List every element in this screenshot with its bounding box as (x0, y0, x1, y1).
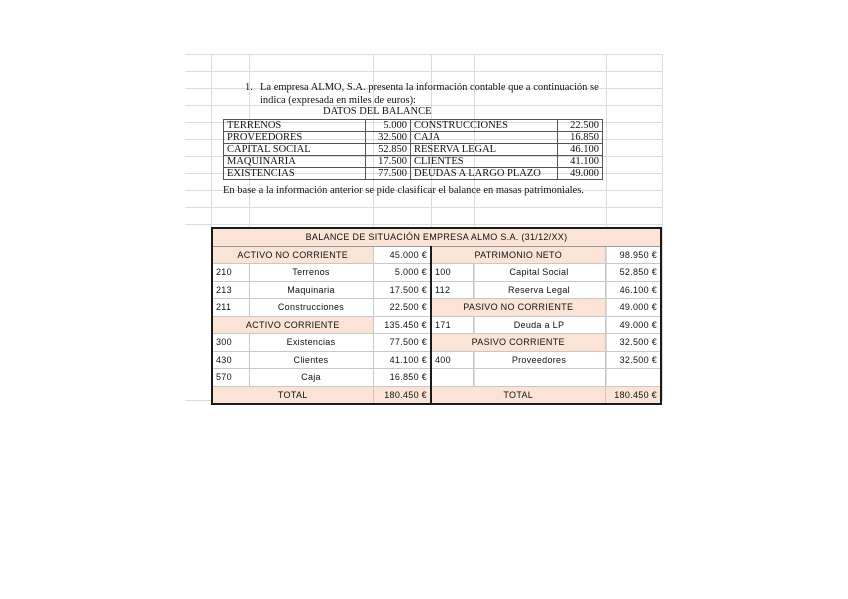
datos-label: TERRENOS (224, 120, 366, 132)
activo-corriente-total: 135.450 € (373, 316, 431, 334)
account-amount: 17.500 € (373, 281, 431, 299)
datos-value: 52.850 (366, 144, 411, 156)
total-right-label: TOTAL (431, 386, 605, 404)
datos-row (224, 156, 603, 168)
datos-row (224, 132, 603, 144)
account-name: Clientes (249, 351, 373, 369)
activo-no-corriente-total: 45.000 € (373, 246, 431, 264)
datos-value: 22.500 (558, 120, 603, 132)
account-name: Existencias (249, 334, 373, 352)
datos-value: 5.000 (366, 120, 411, 132)
datos-value: 77.500 (366, 168, 411, 180)
account-name: Proveedores (473, 351, 605, 369)
account-name: Capital Social (473, 264, 605, 282)
account-amount: 32.500 € (605, 351, 661, 369)
datos-value: 17.500 (366, 156, 411, 168)
account-amount: 49.000 € (605, 316, 661, 334)
datos-table (223, 119, 603, 180)
pasivo-corriente-label: PASIVO CORRIENTE (431, 334, 605, 352)
datos-row (224, 120, 603, 132)
account-code: 400 (431, 351, 473, 369)
grid-line (185, 54, 663, 55)
account-amount: 77.500 € (373, 334, 431, 352)
datos-label: CAPITAL SOCIAL (224, 144, 366, 156)
account-code: 112 (431, 281, 473, 299)
datos-row (224, 168, 603, 180)
account-code: 211 (212, 299, 249, 317)
pasivo-no-corriente-total: 49.000 € (605, 299, 661, 317)
account-code: 213 (212, 281, 249, 299)
datos-title: DATOS DEL BALANCE (323, 106, 432, 117)
account-name: Deuda a LP (473, 316, 605, 334)
activo-no-corriente-label: ACTIVO NO CORRIENTE (212, 246, 373, 264)
balance-table (211, 227, 662, 405)
account-code: 570 (212, 369, 249, 387)
spreadsheet-area (185, 54, 663, 401)
empty-cell (473, 369, 605, 387)
datos-value: 49.000 (558, 168, 603, 180)
datos-label: CONSTRUCCIONES (411, 120, 558, 132)
account-name: Reserva Legal (473, 281, 605, 299)
account-amount: 5.000 € (373, 264, 431, 282)
datos-value: 41.100 (558, 156, 603, 168)
datos-label: PROVEEDORES (224, 132, 366, 144)
datos-value: 46.100 (558, 144, 603, 156)
empty-cell (431, 369, 473, 387)
activo-corriente-label: ACTIVO CORRIENTE (212, 316, 373, 334)
balance-title: BALANCE DE SITUACIÓN EMPRESA ALMO S.A. (31/12/XX) (212, 228, 661, 246)
total-left-amount: 180.450 € (373, 386, 431, 404)
account-code: 300 (212, 334, 249, 352)
patrimonio-neto-label: PATRIMONIO NETO (431, 246, 605, 264)
account-amount: 41.100 € (373, 351, 431, 369)
empty-cell (605, 369, 661, 387)
account-code: 430 (212, 351, 249, 369)
patrimonio-neto-total: 98.950 € (605, 246, 661, 264)
grid-line (185, 224, 663, 225)
account-name: Terrenos (249, 264, 373, 282)
datos-label: RESERVA LEGAL (411, 144, 558, 156)
account-amount: 46.100 € (605, 281, 661, 299)
account-code: 100 (431, 264, 473, 282)
datos-value: 16.850 (558, 132, 603, 144)
statement-text: La empresa ALMO, S.A. presenta la información contable que a continuación se indica (expresada en miles de euros): (260, 82, 599, 106)
grid-line (185, 207, 663, 208)
account-name: Construcciones (249, 299, 373, 317)
datos-label: MAQUINARIA (224, 156, 366, 168)
datos-label: CAJA (411, 132, 558, 144)
pasivo-no-corriente-label: PASIVO NO CORRIENTE (431, 299, 605, 317)
grid-line (185, 71, 663, 72)
statement-number: 1. (245, 82, 253, 93)
account-name: Caja (249, 369, 373, 387)
account-amount: 52.850 € (605, 264, 661, 282)
account-amount: 22.500 € (373, 299, 431, 317)
account-code: 171 (431, 316, 473, 334)
statement-conclusion: En base a la información anterior se pide clasificar el balance en masas patrimoniales. (223, 185, 584, 196)
datos-label: CLIENTES (411, 156, 558, 168)
datos-label: EXISTENCIAS (224, 168, 366, 180)
total-left-label: TOTAL (212, 386, 373, 404)
account-amount: 16.850 € (373, 369, 431, 387)
total-right-amount: 180.450 € (605, 386, 661, 404)
account-name: Maquinaria (249, 281, 373, 299)
datos-value: 32.500 (366, 132, 411, 144)
datos-row (224, 144, 603, 156)
grid-line (662, 54, 663, 401)
account-code: 210 (212, 264, 249, 282)
pasivo-corriente-total: 32.500 € (605, 334, 661, 352)
datos-label: DEUDAS A LARGO PLAZO (411, 168, 558, 180)
